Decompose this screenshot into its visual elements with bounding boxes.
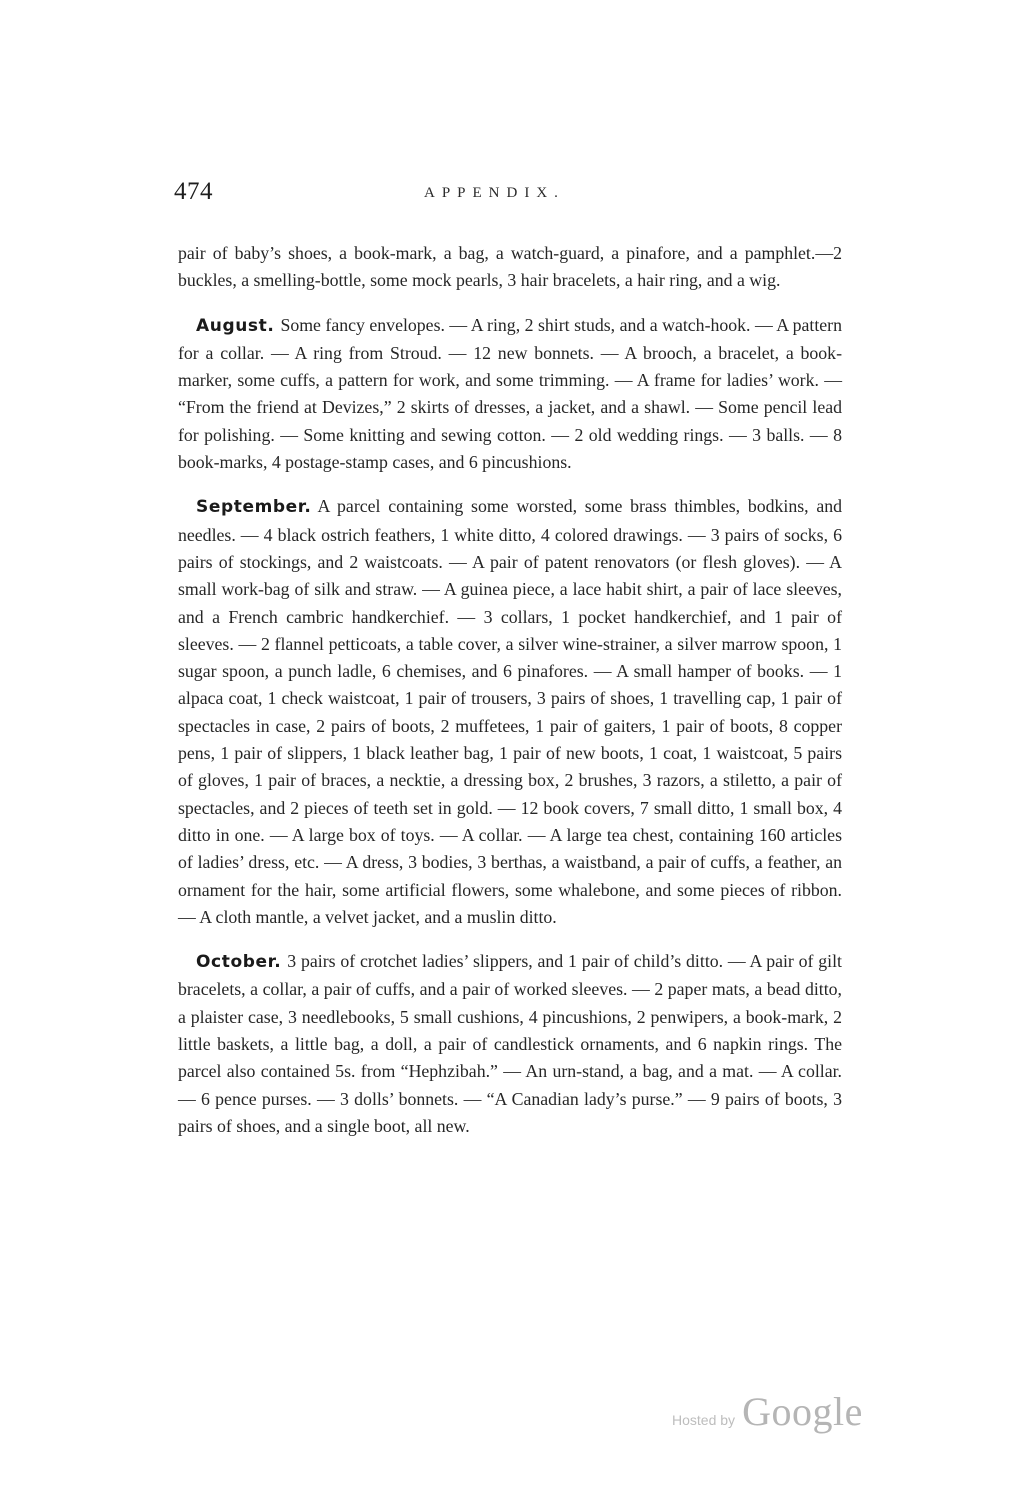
paragraph-text: A parcel containing some worsted, some brass thimbles, bodkins, and needles. — 4 black ostrich feathers, 1 white ditto, 4 colored drawings. — 3 pairs of socks, 6 pairs of stockings, and 2 waistcoats. — A pair of patent renovators (or flesh gloves). — A small work-bag of silk and straw. — A guinea piece, a lace habit shirt, a pair of lace sleeves, and a French cambric handkerchief. — 3 collars, 1 pocket handkerchief, and 1 pair of sleeves. — 2 flannel petticoats, a table cover, a silver wine-strainer, a silver marrow spoon, 1 sugar spoon, a punch ladle, 6 chemises, and 6 pinafores. — A small hamper of books. — 1 alpaca coat, 1 check waistcoat, 1 pair of trousers, 3 pairs of shoes, 1 travelling cap, 1 pair of spectacles in case, 2 pairs of boots, 2 muffetees, 1 pair of gaiters, 1 pair of boots, 8 copper pens, 1 pair of slippers, 1 black leather bag, 1 pair of new boots, 1 coat, 1 waistcoat, 5 pairs of gloves, 1 pair of braces, a necktie, a dressing box, 2 brushes, 3 razors, a stiletto, a pair of spectacles, and 2 pieces of teeth set in gold. — 12 book covers, 7 small ditto, 1 small box, 4 ditto in one. — A large box of toys. — A collar. — A large tea chest, containing 160 articles of ladies’ dress, etc. — A dress, 3 bodies, 3 berthas, a waistband, a pair of cuffs, a feather, an ornament for the hair, some artificial flowers, some whalebone, and some pieces of ribbon. — A cloth mantle, a velvet jacket, and a muslin ditto. xyxy=(178,496,842,927)
page-number: 474 xyxy=(174,178,213,205)
page-header xyxy=(174,178,847,214)
paragraph-september xyxy=(178,493,842,931)
hosted-by-label: Hosted by xyxy=(672,1412,736,1428)
paragraph-october xyxy=(178,948,842,1140)
paragraph-text: 3 pairs of crotchet ladies’ slippers, and 1 pair of child’s ditto. — A pair of gilt bracelets, a collar, a pair of cuffs, and a pair of worked sleeves. — 2 paper mats, a bead ditto, a plaister case, 3 needlebooks, 5 small cushions, 4 pincushions, 2 penwipers, a book-mark, 2 little baskets, a little bag, a doll, a pair of candlestick ornaments, and 6 napkin rings. The parcel also contained 5s. from “Hephzibah.” — An urn-stand, a bag, and a mat. — A collar. — 6 pence purses. — 3 dolls’ bonnets. — “A Canadian lady’s purse.” — 9 pairs of boots, 3 pairs of shoes, and a single boot, all new. xyxy=(178,951,842,1136)
hosted-by-google-watermark xyxy=(672,1388,863,1438)
month-heading: August. xyxy=(196,315,275,336)
month-heading: October. xyxy=(196,952,282,973)
paragraph-text: Some fancy envelopes. — A ring, 2 shirt studs, and a watch-hook. — A pattern for a collar. — A ring from Stroud. — 12 new bonnets. — A brooch, a bracelet, a book-marker, some cuffs, a pattern for work, and some trimming. — A frame for ladies’ work. — “From the friend at Devizes,” 2 skirts of dresses, a jacket, and a shawl. — Some pencil lead for polishing. — Some knitting and sewing cotton. — 2 old wedding rings. — 3 balls. — 8 book-marks, 4 postage-stamp cases, and 6 pincushions. xyxy=(178,314,842,473)
paragraph-text: pair of baby’s shoes, a book-mark, a bag, a watch-guard, a pinafore, and a pamphlet.—2 buckles, a smelling-bottle, some mock pearls, 3 hair bracelets, a hair ring, and a wig. xyxy=(178,243,842,291)
paragraph-continuation xyxy=(178,240,842,295)
page-body xyxy=(178,240,842,1157)
paragraph-august xyxy=(178,312,842,477)
running-head: APPENDIX. xyxy=(424,185,565,201)
month-heading: September. xyxy=(196,497,312,518)
google-logo: Google xyxy=(742,1389,863,1434)
